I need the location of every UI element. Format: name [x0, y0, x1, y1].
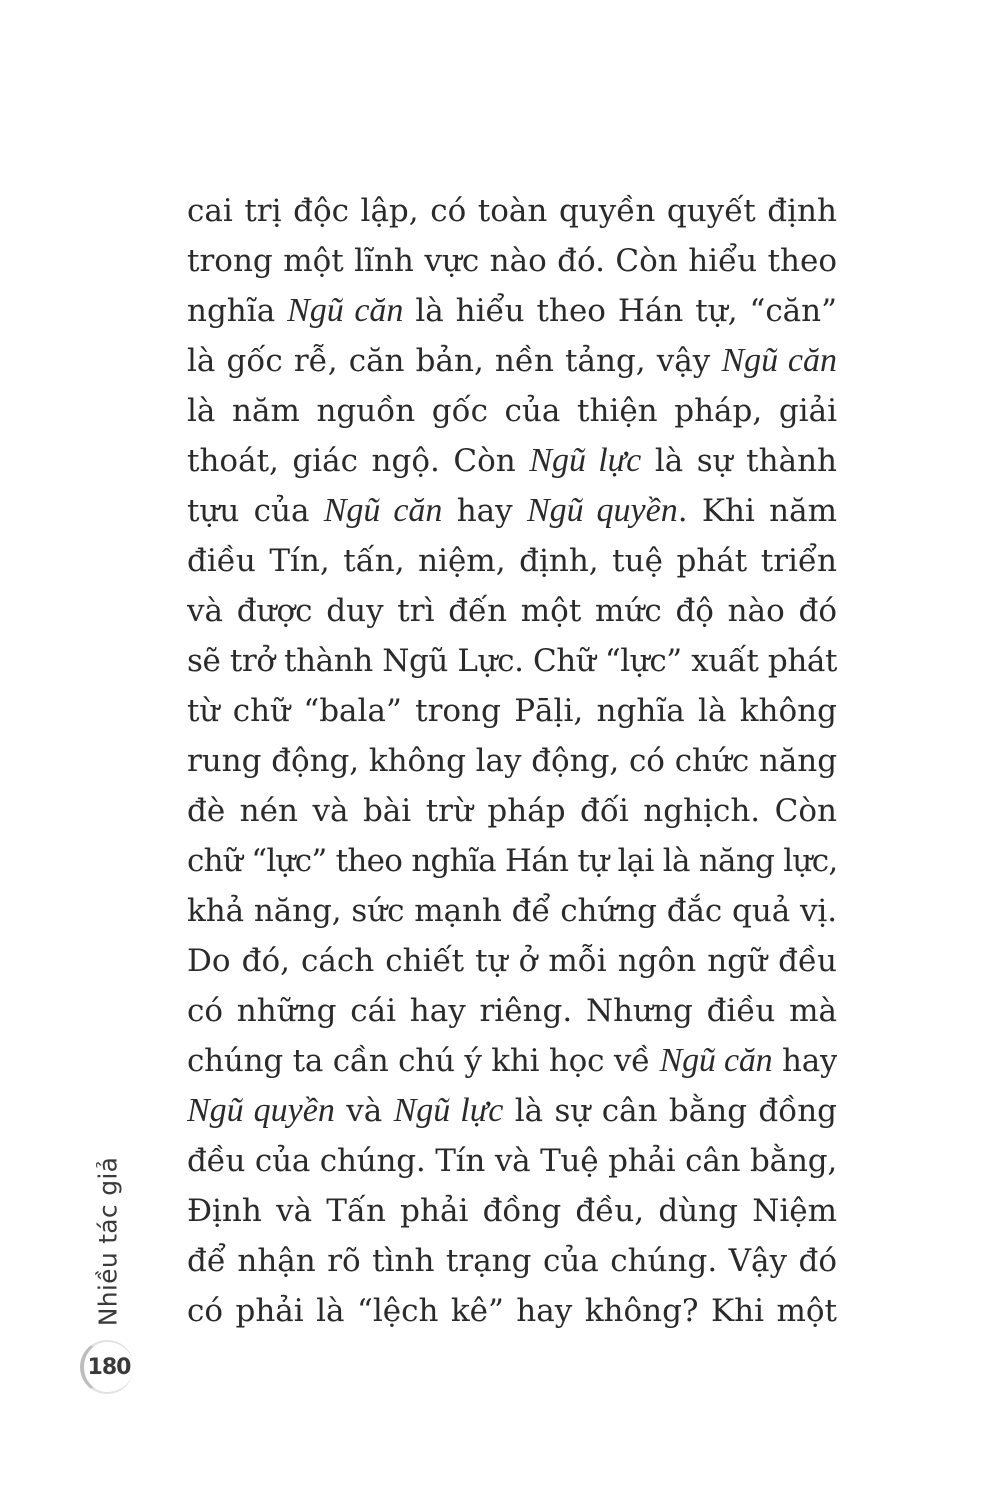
text-run: để nhận rõ tình trạng của chúng. Vậy đó: [187, 1243, 837, 1279]
body-text: [187, 186, 837, 1336]
text-run: thoát, giác ngộ. Còn: [187, 443, 530, 479]
text-line: [187, 1186, 837, 1236]
text-run: sẽ trở thành Ngũ Lực. Chữ “lực” xuất phát: [187, 643, 837, 679]
text-run: đè nén và bài trừ pháp đối nghịch. Còn: [187, 793, 837, 829]
italic-term: Ngũ căn: [721, 342, 837, 379]
text-run: chữ “lực” theo nghĩa Hán tự lại là năng lực,: [187, 843, 837, 879]
text-run: điều Tín, tấn, niệm, định, tuệ phát triển: [187, 543, 837, 579]
text-run: là sự thành: [641, 443, 837, 479]
text-run: và được duy trì đến một mức độ nào đó: [187, 593, 837, 629]
text-line: [187, 1236, 837, 1286]
text-line: [187, 536, 837, 586]
text-run: Do đó, cách chiết tự ở mỗi ngôn ngữ đều: [187, 943, 837, 979]
text-line: [187, 1136, 837, 1186]
text-run: hay: [442, 493, 527, 529]
text-run: nghĩa: [187, 293, 288, 329]
text-line: [187, 1086, 837, 1136]
text-run: Định và Tấn phải đồng đều, dùng Niệm: [187, 1193, 837, 1229]
text-run: rung động, không lay động, có chức năng: [187, 743, 837, 779]
text-line: [187, 436, 837, 486]
text-line: [187, 586, 837, 636]
text-line: [187, 236, 837, 286]
text-run: và: [334, 1093, 394, 1129]
text-run: là hiểu theo Hán tự, “căn”: [403, 293, 837, 329]
text-run: là năm nguồn gốc của thiện pháp, giải: [187, 393, 837, 429]
text-line: [187, 286, 837, 336]
running-header-author: [88, 1152, 128, 1330]
text-run: trong một lĩnh vực nào đó. Còn hiểu theo: [187, 243, 837, 279]
text-line: [187, 786, 837, 836]
text-run: khả năng, sức mạnh để chứng đắc quả vị.: [187, 893, 837, 929]
italic-term: Ngũ lực: [393, 1092, 504, 1129]
text-line: [187, 986, 837, 1036]
text-line: [187, 936, 837, 986]
text-line: [187, 886, 837, 936]
text-run: . Khi năm: [677, 493, 837, 529]
text-line: [187, 636, 837, 686]
text-run: có phải là “lệch kê” hay không? Khi một: [187, 1293, 837, 1329]
italic-term: Ngũ lực: [529, 442, 642, 479]
text-line: [187, 186, 837, 236]
italic-term: Ngũ căn: [287, 292, 404, 329]
text-run: tựu của: [187, 493, 324, 529]
page-number: 180: [87, 1354, 131, 1380]
text-run: từ chữ “bala” trong Pāḷi, nghĩa là không: [187, 693, 837, 729]
text-run: là gốc rễ, căn bản, nền tảng, vậy: [187, 343, 722, 379]
text-line: [187, 836, 837, 886]
text-line: [187, 736, 837, 786]
text-run: cai trị độc lập, có toàn quyền quyết định: [187, 193, 837, 229]
italic-term: Ngũ căn: [323, 492, 443, 529]
text-line: [187, 336, 837, 386]
text-run: có những cái hay riêng. Nhưng điều mà: [187, 993, 837, 1029]
author-label: Nhiều tác giả: [93, 1156, 123, 1326]
text-line: [187, 1036, 837, 1086]
italic-term: Ngũ quyền: [187, 1092, 335, 1129]
text-line: [187, 686, 837, 736]
italic-term: Ngũ quyền: [526, 492, 678, 529]
text-line: [187, 486, 837, 536]
italic-term: Ngũ căn: [659, 1042, 773, 1079]
text-run: đều của chúng. Tín và Tuệ phải cân bằng,: [187, 1143, 837, 1179]
text-run: chúng ta cần chú ý khi học về: [187, 1043, 660, 1079]
page-number-badge: [80, 1340, 134, 1394]
text-run: là sự cân bằng đồng: [503, 1093, 837, 1129]
text-line: [187, 386, 837, 436]
text-run: hay: [772, 1043, 837, 1079]
text-line: [187, 1286, 837, 1336]
